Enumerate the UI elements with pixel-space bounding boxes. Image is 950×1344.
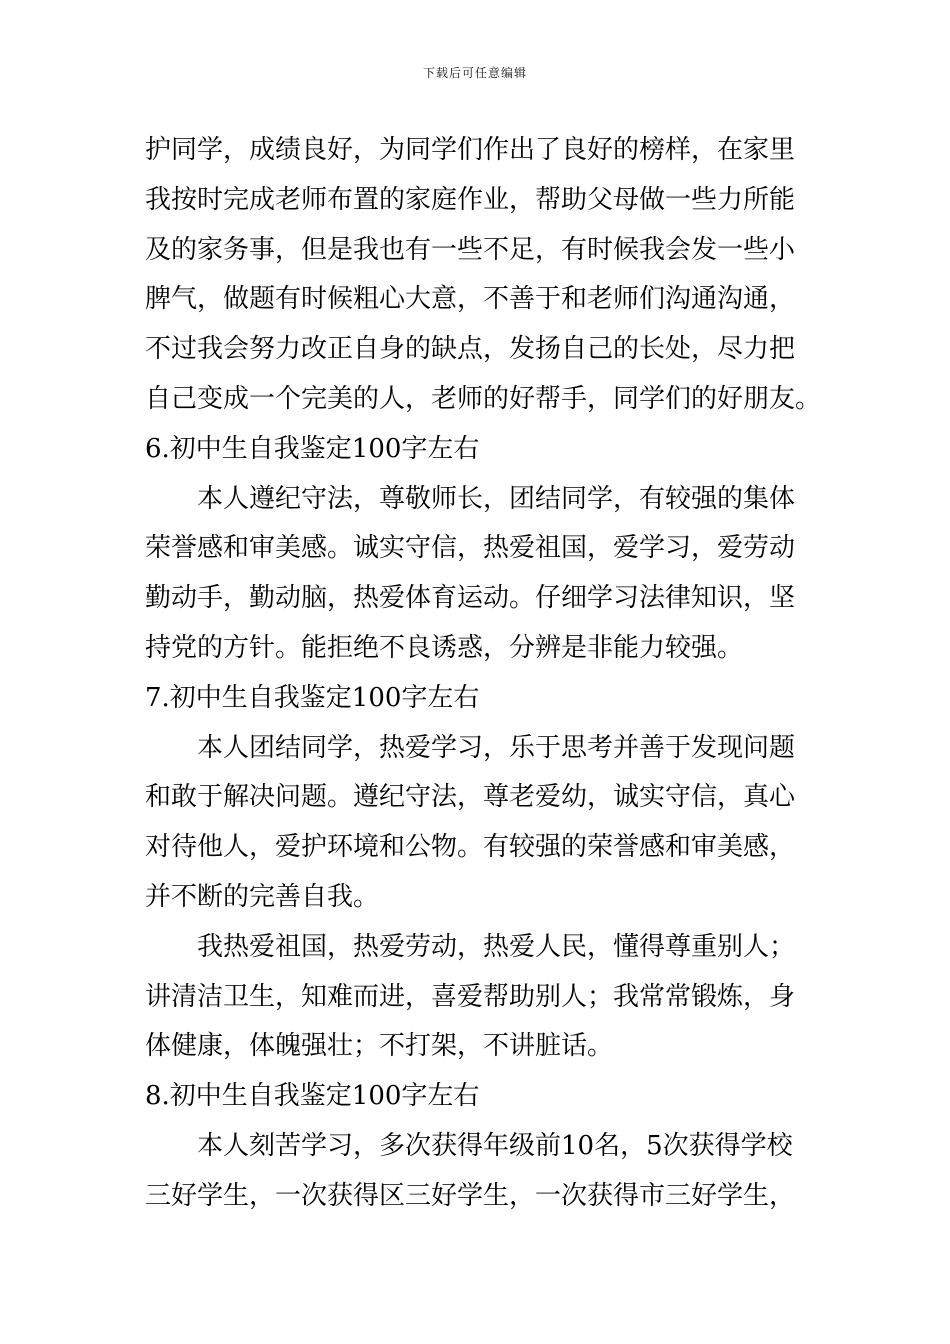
text-line: 三好学生，一次获得区三好学生，一次获得市三好学生， (145, 1180, 796, 1211)
text-line: 本人刻苦学习，多次获得年级前10名，5次获得学校 (197, 1130, 793, 1161)
text-line: 自己变成一个完美的人，老师的好帮手，同学们的好朋友。 (145, 383, 822, 414)
text-line: 荣誉感和审美感。诚实守信，热爱祖国，爱学习，爱劳动 (145, 533, 796, 564)
text-line: 持党的方针。能拒绝不良诱惑，分辨是非能力较强。 (145, 632, 744, 663)
text-line: 我按时完成老师布置的家庭作业，帮助父母做一些力所能 (145, 184, 796, 215)
text-line: 8.初中生自我鉴定100字左右 (145, 1081, 480, 1112)
text-line: 和敢于解决问题。遵纪守法，尊老爱幼，诚实守信，真心 (145, 782, 796, 813)
text-line: 勤动手，勤动脑，热爱体育运动。仔细学习法律知识，坚 (145, 583, 796, 614)
text-line: 及的家务事，但是我也有一些不足，有时候我会发一些小 (145, 234, 796, 265)
text-line: 本人遵纪守法，尊敬师长，团结同学，有较强的集体 (197, 483, 796, 514)
text-line: 并不断的完善自我。 (145, 881, 380, 912)
text-line: 体健康，体魄强壮；不打架，不讲脏话。 (145, 1031, 614, 1062)
text-line: 本人团结同学，热爱学习，乐于思考并善于发现问题 (197, 732, 796, 763)
document-body (145, 126, 820, 1222)
text-line: 对待他人，爱护环境和公物。有较强的荣誉感和审美感， (145, 832, 796, 863)
text-line: 我热爱祖国，热爱劳动，热爱人民，懂得尊重别人； (197, 931, 796, 962)
text-line: 7.初中生自我鉴定100字左右 (145, 682, 480, 713)
text-line: 讲清洁卫生，知难而进，喜爱帮助别人；我常常锻炼，身 (145, 981, 796, 1012)
text-line: 护同学，成绩良好，为同学们作出了良好的榜样，在家里 (145, 135, 796, 165)
text-line: 6.初中生自我鉴定100字左右 (145, 433, 480, 464)
text-line: 不过我会努力改正自身的缺点，发扬自己的长处，尽力把 (145, 334, 796, 365)
page-header: 下载后可任意编辑 (422, 66, 527, 80)
text-line: 脾气，做题有时候粗心大意，不善于和老师们沟通沟通， (145, 284, 796, 315)
